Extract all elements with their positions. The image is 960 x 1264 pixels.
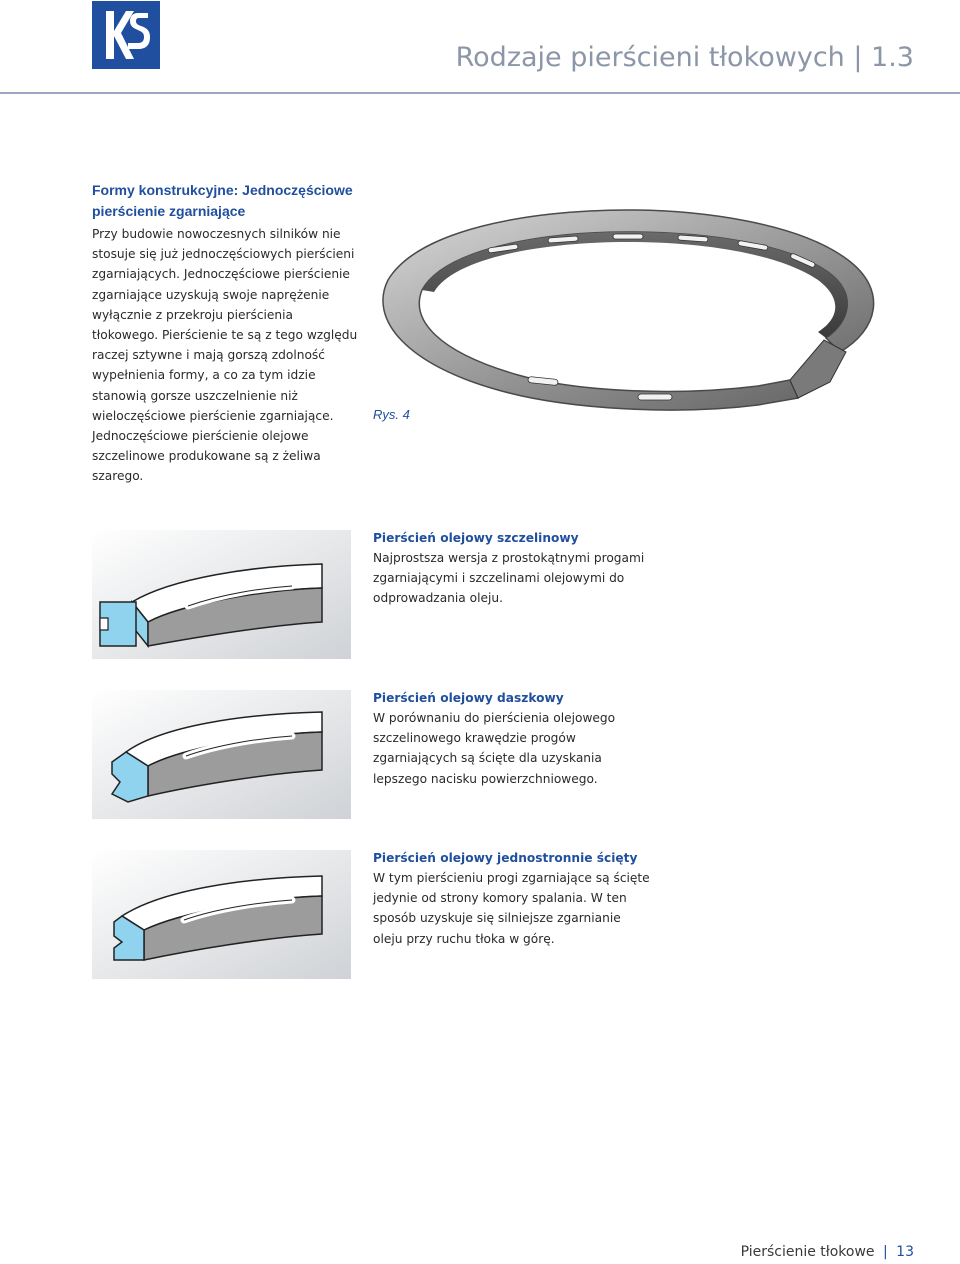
slotted-ring-illustration (92, 530, 351, 659)
ring-text-slotted: Najprostsza wersja z prostokątnymi progami zgarniającymi i szczelinami olejowymi do odprowadzania oleju. (373, 551, 645, 606)
intro-heading: Formy konstrukcyjne: Jednoczęściowe pierścienie zgarniające (92, 182, 353, 219)
ring-title-single-bevel: Pierścień olejowy jednostronnie ścięty (373, 851, 638, 865)
ks-logo-icon (92, 1, 160, 69)
ring-description-bevelled (373, 688, 653, 789)
single-bevel-ring-illustration (92, 850, 351, 979)
footer-section: Pierścienie tłokowe (740, 1244, 875, 1260)
ring-text-single-bevel: W tym pierścieniu progi zgarniające są ścięte jedynie od strony komory spalania. W ten sposób uzyskuje się silniejsze zgarnianie oleju przy ruchu tłoka w górę. (373, 871, 650, 946)
ring-text-bevelled: W porównaniu do pierścienia olejowego szczelinowego krawędzie progów zgarniających są ścięte dla uzyskania lepszego nacisku powierzchniowego. (373, 711, 616, 786)
header-divider (0, 92, 960, 94)
intro-section (92, 180, 362, 487)
photo-caption: Rys. 4 (373, 407, 410, 422)
ring-description-single-bevel (373, 848, 653, 949)
ring-title-bevelled: Pierścień olejowy daszkowy (373, 691, 564, 705)
intro-body: Przy budowie nowoczesnych silników nie stosuje się już jednoczęściowych pierścieni zgarniających. Jednoczęściowe pierścienie zgarniające uzyskują swoje naprężenie wyłącznie z przekroju pierścienia tłokowego. Pierścienie te są z tego względu raczej sztywne i mają gorszą zdolność wypełnienia formy, a co za tym idzie stanowią gorsze uszczelnienie niż wieloczęściowe pierścienie zgarniające. Jednoczęściowe pierścienie olejowe szczelinowe produkowane są z żeliwa szarego. (92, 227, 358, 484)
bevelled-ring-illustration (92, 690, 351, 819)
page-header-title: Rodzaje pierścieni tłokowych | 1.3 (455, 42, 914, 73)
ring-title-slotted: Pierścień olejowy szczelinowy (373, 531, 579, 545)
footer-separator: | (883, 1244, 888, 1260)
ring-description-slotted (373, 528, 653, 609)
piston-ring-photo (378, 180, 918, 450)
page-number: 13 (896, 1244, 914, 1260)
page-footer (741, 1244, 914, 1260)
